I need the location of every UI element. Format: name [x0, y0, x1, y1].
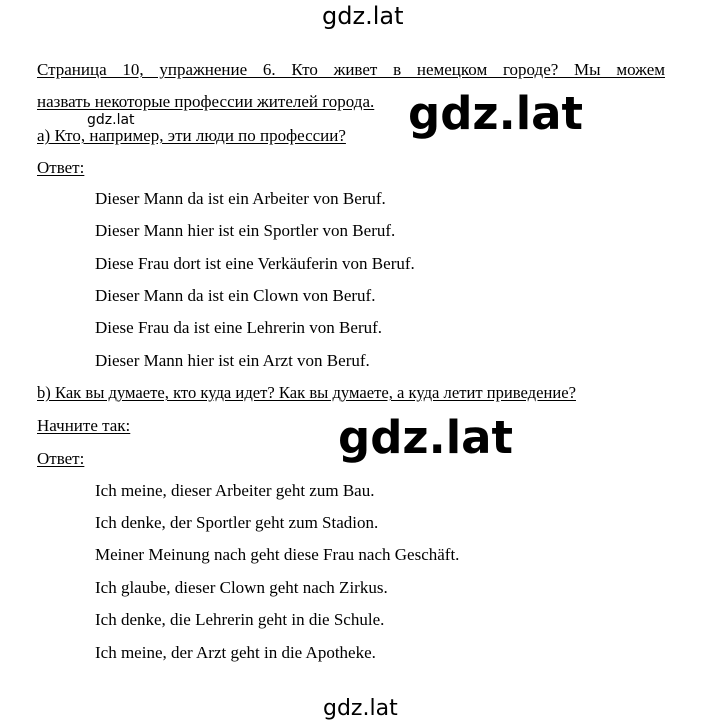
answer-line: Ich meine, dieser Arbeiter geht zum Bau.: [95, 481, 375, 500]
watermark-top: gdz.lat: [322, 2, 404, 30]
answer-line: Ich glaube, dieser Clown geht nach Zirkus.: [95, 578, 388, 597]
part-b-answer-label: Ответ:: [37, 449, 85, 468]
answer-line: Dieser Mann hier ist ein Sportler von Beruf.: [95, 221, 396, 240]
part-a-question: а) Кто, например, эти люди по профессии?: [37, 126, 346, 145]
answer-line: Ich denke, die Lehrerin geht in die Schule.: [95, 610, 385, 629]
watermark-large-1: gdz.lat: [404, 88, 587, 140]
exercise-title-line-1: Страница 10, упражнение 6. Кто живет в немецком городе? Мы можем: [37, 60, 665, 79]
watermark-large-2: gdz.lat: [334, 412, 517, 464]
watermark-bottom: gdz.lat: [323, 696, 398, 721]
answer-line: Ich meine, der Arzt geht in die Apotheke.: [95, 643, 376, 662]
part-a-answer-label: Ответ:: [37, 158, 85, 177]
part-b-question: b) Как вы думаете, кто куда идет? Как вы думаете, а куда летит приведение?: [37, 383, 576, 402]
exercise-title-line-2: назвать некоторые профессии жителей города.: [37, 92, 375, 111]
answer-line: Dieser Mann hier ist ein Arzt von Beruf.: [95, 351, 370, 370]
part-b-start-label: Начните так:: [37, 416, 131, 435]
answer-line: Dieser Mann da ist ein Arbeiter von Beruf.: [95, 189, 386, 208]
answer-line: Diese Frau da ist eine Lehrerin von Beruf.: [95, 318, 383, 337]
answer-line: Diese Frau dort ist eine Verkäuferin von Beruf.: [95, 254, 415, 273]
watermark-small: gdz.lat: [87, 112, 135, 128]
answer-line: Dieser Mann da ist ein Clown von Beruf.: [95, 286, 376, 305]
answer-line: Ich denke, der Sportler geht zum Stadion.: [95, 513, 379, 532]
answer-line: Meiner Meinung nach geht diese Frau nach Geschäft.: [95, 545, 460, 564]
